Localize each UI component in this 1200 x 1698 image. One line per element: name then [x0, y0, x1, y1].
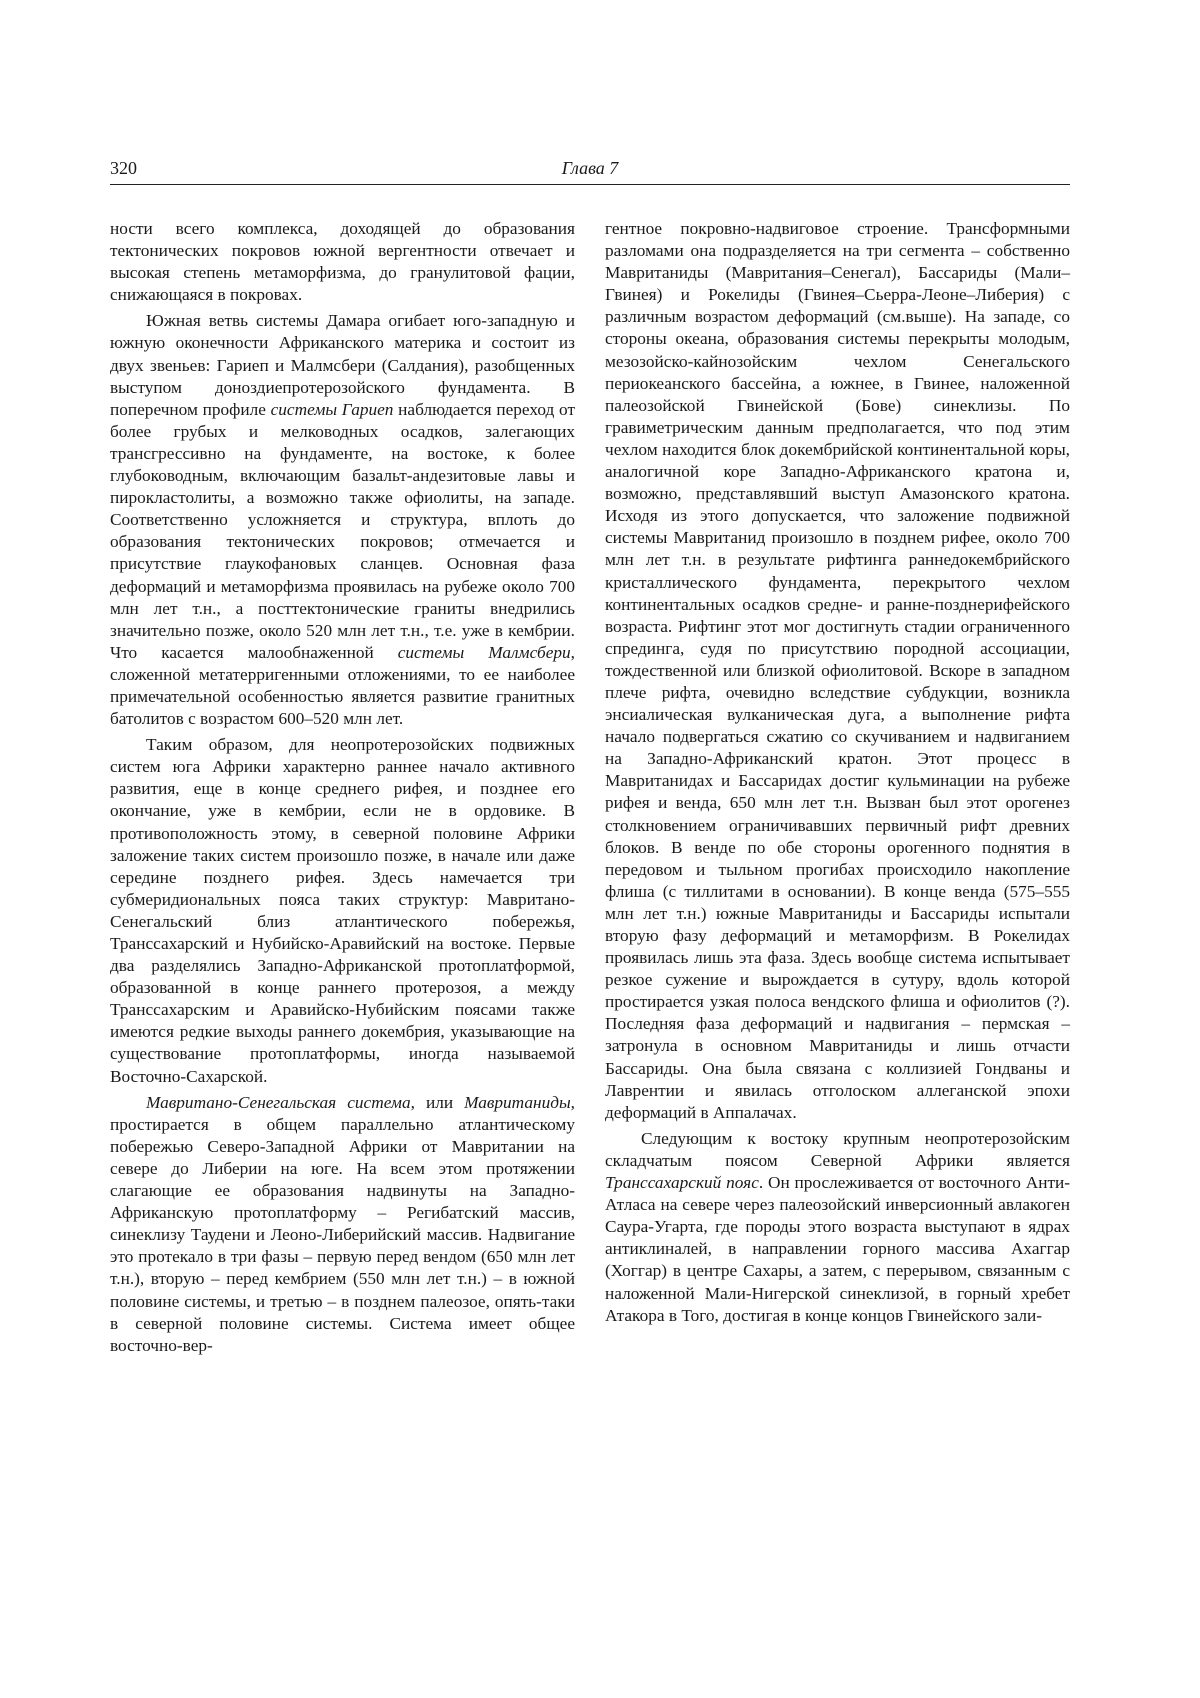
- running-header: [110, 158, 1070, 185]
- paragraph: [605, 1128, 1070, 1327]
- italic-term: системы Малмсбери: [397, 642, 571, 662]
- italic-term: системы Гариеп: [270, 399, 394, 419]
- paragraph: ности всего комплекса, доходящей до образования тектонических покровов южной вергентности отвечает и высокая степень метаморфизма, до гранулитовой фации, снижающаяся в покровах.: [110, 219, 575, 305]
- text-run: , или: [410, 1092, 465, 1112]
- text-run: Следующим к востоку крупным неопротерозойским складчатым поясом Северной Африки является: [605, 1128, 1070, 1170]
- text-run: . Он прослеживается от восточного Анти-Атласа на севере через палеозойский инверсионный авлакоген Саура-Угарта, где породы этого возраста выступают в ядрах антиклиналей, в направлении горного массива Ахаггар (Хоггар) в центре Сахары, а затем, с перерывом, связанным с наложенной Мали-Нигерской синеклизой, в горный хребет Атакора в Того, достигая в конце концов Гвинейского зали-: [605, 1173, 1071, 1325]
- text-run: , сложенной метатерригенными отложениями, то ее наиболее примечательной особенностью является развитие гранитных батолитов с возрастом 600–520 млн лет.: [110, 642, 575, 729]
- italic-term: Транссахарский пояс: [605, 1173, 759, 1193]
- paragraph: Таким образом, для неопротерозойских подвижных систем юга Африки характерно раннее начало активного развития, еще в конце среднего рифея, и позднее его окончание, уже в кембрии, если не в ордовике. В противоположность этому, в северной половине Африки заложение таких систем произошло позже, в начале или даже середине позднего рифея. Здесь намечается три субмеридиональных пояса таких структур: Мавритано-Сенегальский близ атлантического побережья, Транссахарский и Нубийско-Аравийский на востоке. Первые два разделялись Западно-Африканской протоплатформой, образованной в конце раннего протерозоя, а между Транссахарским и Аравийско-Нубийским поясами также имеются редкие выходы раннего докембрия, указывающие на существование протоплатформы, иногда называемой Восточно-Сахарской.: [110, 735, 575, 1086]
- right-column: [605, 218, 1070, 1327]
- text-run: наблюдается переход от более грубых и мелководных осадков, залегающих трансгрессивно на фундаменте, на востоке, к более глубоководным, включающим базальт-андезитовые лавы и пирокластолиты, а возможно также офиолиты, на западе. Соответственно усложняется и структура, вплоть до образования тектонических покровов; отмечается и присутствие глаукофановых сланцев. Основная фаза деформаций и метаморфизма проявилась на рубеже около 700 млн лет т.н., а посттектонические граниты внедрились значительно позже, около 520 млн лет т.н., т.е. уже в кембрии. Что касается малообнаженной: [110, 399, 575, 662]
- italic-term: Мавританиды: [464, 1092, 571, 1112]
- page-number: 320: [110, 158, 137, 178]
- paragraph: гентное покровно-надвиговое строение. Трансформными разломами она подразделяется на три сегмента – собственно Мавританиды (Мавритания–Сенегал), Бассариды (Мали–Гвинея) и Рокелиды (Гвинея–Сьерра-Леоне–Либерия) с различным возрастом деформаций (см.выше). На западе, со стороны океана, образования системы перекрыты молодым, мезозойско-кайнозойским чехлом Сенегальского периокеанского бассейна, а южнее, в Гвинее, наложенной палеозойской Гвинейской (Бове) синеклизы. По гравиметрическим данным предполагается, что под этим чехлом находится блок докембрийской континентальной коры, аналогичной коре Западно-Африканского кратона и, возможно, представлявший выступ Амазонского кратона. Исходя из этого допускается, что заложение подвижной системы Мавританид произошло в позднем рифее, около 700 млн лет т.н. в результате рифтинга раннедокембрийского кристаллического фундамента, перекрытого чехлом континентальных осадков средне- и ранне-позднерифейского возраста. Рифтинг этот мог достигнуть стадии ограниченного спрединга, судя по присутствию породной ассоциации, тождественной или близкой офиолитовой. Вскоре в западном плече рифта, очевидно вследствие субдукции, возникла энсиалическая вулканическая дуга, а выполнение рифта начало подвергаться сжатию со скучиванием и надвиганием на Западно-Африканский кратон. Этот процесс в Мавританидах и Бассаридах достиг кульминации на рубеже рифея и венда, 650 млн лет т.н. Вызван был этот орогенез столкновением ограничивавших первичный рифт древних блоков. В венде по обе стороны орогенного поднятия в передовом и тыльном прогибах происходило накопление флиша (с тиллитами в основании). В конце венда (575–555 млн лет т.н.) южные Мавританиды и Бассариды испытали вторую фазу деформаций и метаморфизм. В Рокелидах проявилась лишь эта фаза. Здесь вообще система испытывает резкое сужение и вырождается в сутуру, вдоль которой простирается узкая полоса вендского флиша и офиолитов (?). Последняя фаза деформаций и надвигания – пермская – затронула в основном Мавританиды и лишь отчасти Бассариды. Она была связана с коллизией Гондваны и Лаврентии и явилась отголоском аллеганской эпохи деформаций в Аппалачах.: [605, 219, 1070, 1122]
- paragraph: [110, 1092, 575, 1357]
- paragraph: [110, 310, 575, 730]
- left-column: [110, 218, 575, 1357]
- text-run: , простирается в общем параллельно атлантическому побережью Северо-Западной Африки от Мавритании на севере до Либерии на юге. На всем этом протяжении слагающие ее образования надвинуты на Западно-Африканскую протоплатформу – Регибатский массив, синеклизу Таудени и Леоно-Либерийский массив. Надвигание это протекало в три фазы – первую перед вендом (650 млн лет т.н.), вторую – перед кембрием (550 млн лет т.н.) – в южной половине системы, и третью – в позднем палеозое, опять-таки в северной половине системы. Система имеет общее восточно-вер-: [110, 1092, 575, 1355]
- text-run: Южная ветвь системы Дамара огибает юго-западную и южную оконечности Африканского материка и состоит из двух звеньев: Гариеп и Малмсбери (Салдания), разобщенных выступом доноздиепротерозойского фундамента. В поперечном профиле: [110, 311, 575, 419]
- chapter-title: Глава 7: [561, 158, 619, 178]
- italic-term: Мавритано-Сенегальская система: [146, 1092, 411, 1112]
